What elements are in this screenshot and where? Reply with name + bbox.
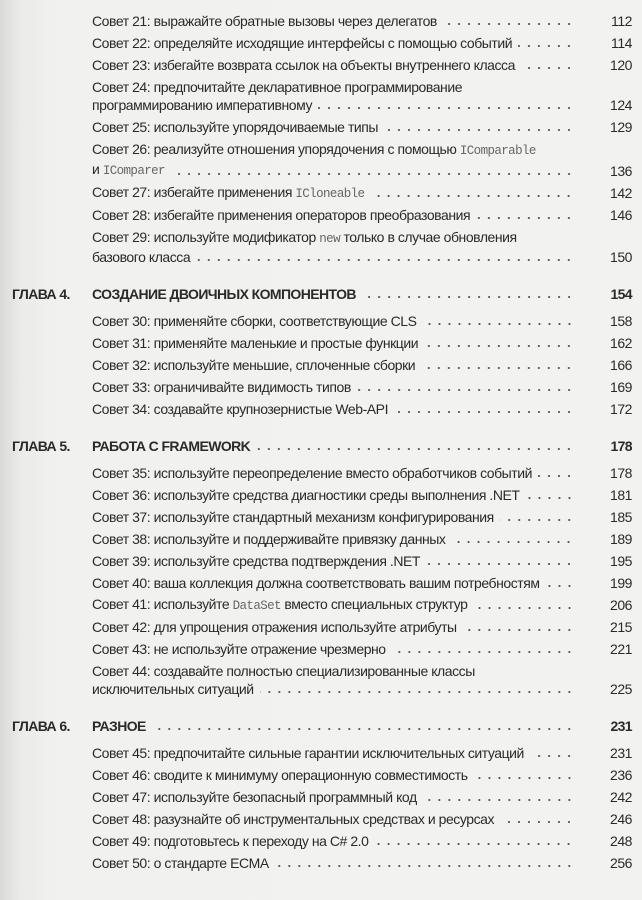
text-fragment: Совет 38: используйте и поддерживайте привязку данных xyxy=(92,531,446,547)
page-number: 150 xyxy=(609,249,632,265)
text-fragment: базового класса xyxy=(92,249,191,265)
tip-title xyxy=(92,12,437,30)
text-fragment: Совет 43: не используйте отражение чрезмерно xyxy=(92,641,386,657)
page-number: 166 xyxy=(609,357,632,373)
dot-leader xyxy=(424,338,574,348)
tip-title xyxy=(92,356,415,374)
page-number: 195 xyxy=(609,553,632,569)
tip-title-line-wrap xyxy=(92,248,642,266)
tip-entry[interactable] xyxy=(0,76,642,116)
text-fragment: программированию императивному xyxy=(92,97,313,113)
tip-entry[interactable] xyxy=(0,764,642,786)
page-number: 124 xyxy=(609,97,632,113)
chapter-title: РАБОТА С FRAMEWORK xyxy=(92,438,251,454)
text-fragment: исключительных ситуаций xyxy=(92,681,254,697)
tip-entry[interactable] xyxy=(0,32,642,54)
text-fragment: Совет 30: применяйте сборки, соответствующие CLS xyxy=(92,313,417,329)
text-fragment: Совет 32: используйте меньшие, сплоченные сборки xyxy=(92,357,416,373)
text-fragment: Совет 47: используйте безопасный программный код xyxy=(92,789,417,805)
page-number: 185 xyxy=(609,509,632,525)
page-number: 221 xyxy=(609,641,632,657)
dot-leader xyxy=(318,100,574,110)
text-fragment: Совет 23: избегайте возврата ссылок на объекты внутреннего класса xyxy=(92,57,515,73)
text-fragment: только в случае обновления xyxy=(340,229,517,245)
tip-title-line-wrap xyxy=(92,680,642,698)
text-fragment: Совет 28: избегайте применения операторов преобразования xyxy=(92,207,471,223)
tip-entry[interactable] xyxy=(0,852,642,874)
text-fragment: Совет 39: используйте средства подтверждения .NET xyxy=(92,553,420,569)
tip-entry[interactable] xyxy=(0,660,642,700)
text-fragment: Совет 42: для упрощения отражения используйте атрибуты xyxy=(92,619,457,635)
tip-entry[interactable] xyxy=(0,376,642,398)
dot-leader xyxy=(394,404,574,414)
tip-entry[interactable] xyxy=(0,484,642,506)
tip-title xyxy=(92,744,524,762)
chapter-label: ГЛАВА 4. xyxy=(12,286,70,302)
text-fragment: Совет 25: используйте упорядочиваемые типы xyxy=(92,119,379,135)
dot-leader xyxy=(362,289,574,299)
chapter-title: СОЗДАНИЕ ДВОИЧНЫХ КОМПОНЕНТОВ xyxy=(92,286,356,302)
text-fragment: Совет 22: определяйте исходящие интерфейсы с помощью событий xyxy=(92,35,513,51)
chapter-entry[interactable] xyxy=(0,714,642,738)
dot-leader xyxy=(374,836,574,846)
text-fragment: Совет 49: подготовьтесь к переходу на C# 2.0 xyxy=(92,833,369,849)
tip-title-line-wrap xyxy=(92,96,642,114)
code-fragment: ICloneable xyxy=(295,187,365,201)
tip-title xyxy=(92,183,364,203)
dot-leader xyxy=(474,770,574,780)
dot-leader xyxy=(426,556,574,566)
tip-title xyxy=(92,378,351,396)
dot-leader xyxy=(518,38,574,48)
page-number: 206 xyxy=(609,597,632,613)
dot-leader xyxy=(171,166,574,176)
dot-leader xyxy=(443,16,574,26)
tip-title xyxy=(92,854,269,872)
tip-title xyxy=(92,810,494,828)
dot-leader xyxy=(196,252,574,262)
dot-leader xyxy=(463,622,574,632)
chapter-entry[interactable] xyxy=(0,282,642,306)
tip-title-multiline xyxy=(92,662,642,698)
dot-leader xyxy=(500,814,574,824)
chapter-label: ГЛАВА 6. xyxy=(12,718,70,734)
dot-leader xyxy=(423,792,574,802)
page-number: 189 xyxy=(609,531,632,547)
dot-leader xyxy=(392,644,574,654)
dot-leader xyxy=(357,382,574,392)
text-fragment: Совет 31: применяйте маленькие и простые функции xyxy=(92,335,419,351)
text-fragment: Совет 50: о стандарте ECMA xyxy=(92,855,269,871)
chapter-label: ГЛАВА 5. xyxy=(12,438,70,454)
tip-title xyxy=(92,766,468,784)
code-fragment: DataSet xyxy=(232,599,281,613)
page-number: 231 xyxy=(610,718,632,734)
tip-title-line xyxy=(92,680,254,698)
page-number: 154 xyxy=(610,286,632,302)
tip-title xyxy=(92,508,494,526)
text-fragment: Совет 24: предпочитайте декларативное программирование xyxy=(92,79,463,95)
tip-title xyxy=(92,334,418,352)
dot-leader xyxy=(530,748,574,758)
text-fragment: Совет 35: используйте переопределение вместо обработчиков событий xyxy=(92,465,532,481)
page-number: 242 xyxy=(609,789,632,805)
tip-title xyxy=(92,400,388,418)
tip-entry[interactable] xyxy=(0,594,642,616)
page-number: 136 xyxy=(609,163,632,179)
tip-entry[interactable] xyxy=(0,138,642,182)
tip-title xyxy=(92,832,368,850)
table-of-contents xyxy=(0,10,642,874)
text-fragment: Совет 29: используйте модификатор xyxy=(92,229,320,245)
page-number: 215 xyxy=(609,619,632,635)
text-fragment: Совет 21: выражайте обратные вызовы через делегатов xyxy=(92,13,437,29)
tip-title-line xyxy=(92,140,562,160)
tip-entry[interactable] xyxy=(0,528,642,550)
page-number: 199 xyxy=(609,575,632,591)
text-fragment: Совет 45: предпочитайте сильные гарантии исключительных ситуаций xyxy=(92,745,524,761)
dot-leader xyxy=(521,60,574,70)
text-fragment: Совет 40: ваша коллекция должна соответствовать вашим потребностям xyxy=(92,575,540,591)
tip-entry[interactable] xyxy=(0,830,642,852)
page-number: 248 xyxy=(609,833,632,849)
tip-title-line xyxy=(92,96,312,114)
tip-entry[interactable] xyxy=(0,116,642,138)
page-number: 246 xyxy=(609,811,632,827)
page-number: 112 xyxy=(611,13,632,29)
tip-title xyxy=(92,574,540,592)
chapter-entry[interactable] xyxy=(0,434,642,458)
tip-entry[interactable] xyxy=(0,616,642,638)
text-fragment: и xyxy=(92,161,103,177)
page-number: 178 xyxy=(610,438,632,454)
text-fragment: Совет 46: сводите к минимуму операционную совместимость xyxy=(92,767,468,783)
dot-leader xyxy=(370,188,574,198)
tip-title-line xyxy=(92,160,165,180)
tip-title-line xyxy=(92,662,562,680)
dot-leader xyxy=(546,578,574,588)
page-number: 181 xyxy=(609,487,632,503)
page-number: 146 xyxy=(609,207,632,223)
dot-leader xyxy=(152,721,574,731)
text-fragment: Совет 34: создавайте крупнозернистые Web-API xyxy=(92,401,389,417)
dot-leader xyxy=(384,122,574,132)
tip-title-line-wrap xyxy=(92,160,642,180)
page-number: 236 xyxy=(609,767,632,783)
text-fragment: Совет 48: разузнайте об инструментальных средствах и ресурсах xyxy=(92,811,495,827)
tip-title xyxy=(92,56,515,74)
page-number: 120 xyxy=(609,57,632,73)
dot-leader xyxy=(256,441,574,451)
code-fragment: IComparer xyxy=(102,164,165,178)
tip-title-line xyxy=(92,248,190,266)
tip-title xyxy=(92,618,457,636)
page-number: 169 xyxy=(609,379,632,395)
tip-entry[interactable] xyxy=(0,310,642,332)
tip-title xyxy=(92,486,520,504)
page-number: 158 xyxy=(609,313,632,329)
page-number: 129 xyxy=(609,119,632,135)
page-number: 256 xyxy=(609,855,632,871)
text-fragment: Совет 36: используйте средства диагностики среды выполнения .NET xyxy=(92,487,520,503)
tip-title xyxy=(92,206,470,224)
tip-title-multiline xyxy=(92,228,642,266)
text-fragment: Совет 41: используйте xyxy=(92,596,233,612)
tip-entry[interactable] xyxy=(0,398,642,420)
tip-title xyxy=(92,464,532,482)
dot-leader xyxy=(538,468,574,478)
code-fragment: IComparable xyxy=(459,144,536,158)
tip-entry[interactable] xyxy=(0,10,642,32)
tip-title xyxy=(92,595,468,615)
page-number: 178 xyxy=(609,465,632,481)
tip-title xyxy=(92,552,420,570)
dot-leader xyxy=(451,534,574,544)
code-fragment: new xyxy=(319,232,340,246)
tip-entry[interactable] xyxy=(0,572,642,594)
dot-leader xyxy=(260,684,574,694)
tip-title xyxy=(92,530,445,548)
tip-entry[interactable] xyxy=(0,808,642,830)
tip-title-multiline xyxy=(92,78,642,114)
page-number: 114 xyxy=(611,35,632,51)
dot-leader xyxy=(423,316,574,326)
tip-title xyxy=(92,312,417,330)
dot-leader xyxy=(526,490,574,500)
tip-title-line xyxy=(92,78,562,96)
tip-title-multiline xyxy=(92,140,642,180)
text-fragment: вместо специальных структур xyxy=(280,596,468,612)
dot-leader xyxy=(275,858,574,868)
dot-leader xyxy=(421,360,574,370)
chapter-title: РАЗНОЕ xyxy=(92,718,146,734)
tip-entry[interactable] xyxy=(0,506,642,528)
text-fragment: Совет 26: реализуйте отношения упорядочения с помощью xyxy=(92,141,460,157)
tip-title xyxy=(92,640,386,658)
tip-title xyxy=(92,34,512,52)
tip-entry[interactable] xyxy=(0,550,642,572)
tip-entry[interactable] xyxy=(0,182,642,204)
page-number: 225 xyxy=(609,681,632,697)
dot-leader xyxy=(476,210,574,220)
page-number: 172 xyxy=(609,401,632,417)
tip-entry[interactable] xyxy=(0,226,642,268)
tip-title xyxy=(92,118,378,136)
page-number: 162 xyxy=(609,335,632,351)
text-fragment: Совет 33: ограничивайте видимость типов xyxy=(92,379,351,395)
tip-entry[interactable] xyxy=(0,332,642,354)
text-fragment: Совет 27: избегайте применения xyxy=(92,184,296,200)
dot-leader xyxy=(500,512,574,522)
tip-entry[interactable] xyxy=(0,204,642,226)
dot-leader xyxy=(474,600,575,610)
text-fragment: Совет 44: создавайте полностью специализированные классы xyxy=(92,663,475,679)
tip-entry[interactable] xyxy=(0,354,642,376)
tip-entry[interactable] xyxy=(0,462,642,484)
page-number: 231 xyxy=(609,745,632,761)
text-fragment: Совет 37: используйте стандартный механизм конфигурирования xyxy=(92,509,494,525)
page-number: 142 xyxy=(609,185,632,201)
tip-entry[interactable] xyxy=(0,742,642,764)
tip-title xyxy=(92,788,417,806)
tip-entry[interactable] xyxy=(0,54,642,76)
tip-entry[interactable] xyxy=(0,786,642,808)
tip-title-line xyxy=(92,228,562,248)
tip-entry[interactable] xyxy=(0,638,642,660)
